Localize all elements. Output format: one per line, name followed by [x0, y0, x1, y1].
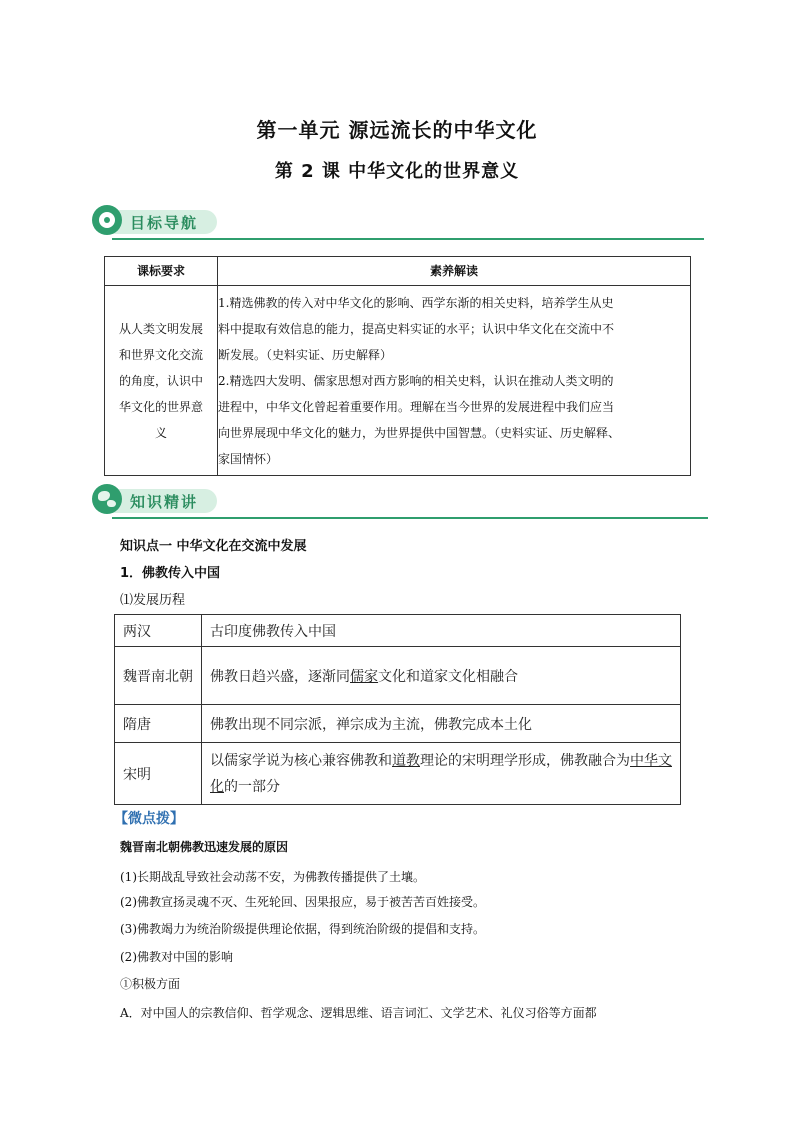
literacy-line: 进程中，中华文化曾起着重要作用。理解在当今世界的发展进程中我们应当 — [218, 399, 615, 414]
banner-divider — [112, 517, 708, 519]
period-cell: 隋唐 — [115, 705, 202, 743]
unit-title: 第一单元 源远流长的中华文化 — [256, 118, 538, 142]
requirement-line: 的角度，认识中 — [118, 373, 203, 388]
tip-item: (1)长期战乱导致社会动荡不安，为佛教传播提供了土壤。 — [120, 870, 426, 884]
knowledge-banner — [92, 481, 708, 521]
goal-table-header-literacy: 素养解读 — [218, 257, 691, 286]
underlined-term: 中华文 — [630, 752, 672, 769]
tip-item: (3)佛教竭力为统治阶级提供理论依据，得到统治阶级的提倡和支持。 — [120, 922, 486, 936]
knowledge-point-title: 知识点一 中华文化在交流中发展 — [120, 539, 307, 554]
subsection-heading: ⑴发展历程 — [120, 593, 186, 608]
content-text: 文化和道家文化相融合 — [378, 668, 518, 685]
content-text: 佛教日趋兴盛，逐渐同 — [210, 668, 350, 685]
content-cell — [202, 647, 681, 705]
content-cell: 古印度佛教传入中国 — [202, 615, 681, 647]
impact-item: A．对中国人的宗教信仰、哲学观念、逻辑思维、语言词汇、文学艺术、礼仪习俗等方面都 — [120, 1006, 597, 1020]
goal-table-header-requirement: 课标要求 — [105, 257, 218, 286]
impact-positive: ①积极方面 — [120, 977, 181, 991]
requirement-line: 义 — [154, 425, 167, 440]
content-text: 理论的宋明理学形成，佛教融合为 — [420, 752, 630, 769]
impact-heading: (2)佛教对中国的影响 — [120, 950, 233, 964]
globe-icon — [92, 484, 122, 514]
target-icon — [92, 205, 122, 235]
section-heading: 1．佛教传入中国 — [120, 566, 221, 581]
period-cell: 宋明 — [115, 743, 202, 805]
literacy-line: 料中提取有效信息的能力，提高史料实证的水平；认识中华文化在交流中不 — [218, 321, 615, 336]
underlined-term: 儒家 — [350, 668, 378, 685]
underlined-term: 化 — [210, 778, 224, 795]
literacy-line: 1.精选佛教的传入对中华文化的影响、西学东渐的相关史料，培养学生从史 — [218, 295, 614, 310]
lesson-title: 第 2 课 中华文化的世界意义 — [274, 161, 520, 182]
tip-label: 【微点拨】 — [114, 811, 184, 827]
development-table — [114, 614, 681, 805]
content-text: 以儒家学说为核心兼容佛教和 — [210, 752, 392, 769]
content-cell: 佛教出现不同宗派，禅宗成为主流，佛教完成本土化 — [202, 705, 681, 743]
goal-table — [104, 256, 691, 476]
requirement-line: 和世界文化交流 — [118, 347, 203, 362]
period-cell: 两汉 — [115, 615, 202, 647]
underlined-term: 道教 — [392, 752, 420, 769]
requirement-line: 从人类文明发展 — [118, 321, 203, 336]
literacy-line: 断发展。（史料实证、历史解释） — [218, 347, 393, 362]
period-cell: 魏晋南北朝 — [115, 647, 202, 705]
literacy-line: 家国情怀） — [218, 451, 279, 466]
literacy-line: 2.精选四大发明、儒家思想对西方影响的相关史料，认识在推动人类文明的 — [218, 373, 614, 388]
goal-banner — [92, 202, 704, 242]
literacy-line: 向世界展现中华文化的魅力，为世界提供中国智慧。（史料实证、历史解释、 — [218, 425, 621, 440]
requirement-cell — [105, 286, 218, 476]
tip-heading: 魏晋南北朝佛教迅速发展的原因 — [120, 840, 289, 854]
content-text: 的一部分 — [224, 778, 280, 795]
literacy-cell — [218, 286, 691, 476]
knowledge-banner-label: 知识精讲 — [130, 493, 199, 511]
goal-banner-label: 目标导航 — [130, 214, 199, 232]
content-cell — [202, 743, 681, 805]
banner-divider — [112, 238, 704, 240]
requirement-line: 华文化的世界意 — [118, 399, 203, 414]
tip-item: (2)佛教宣扬灵魂不灭、生死轮回、因果报应，易于被苦苦百姓接受。 — [120, 895, 486, 909]
